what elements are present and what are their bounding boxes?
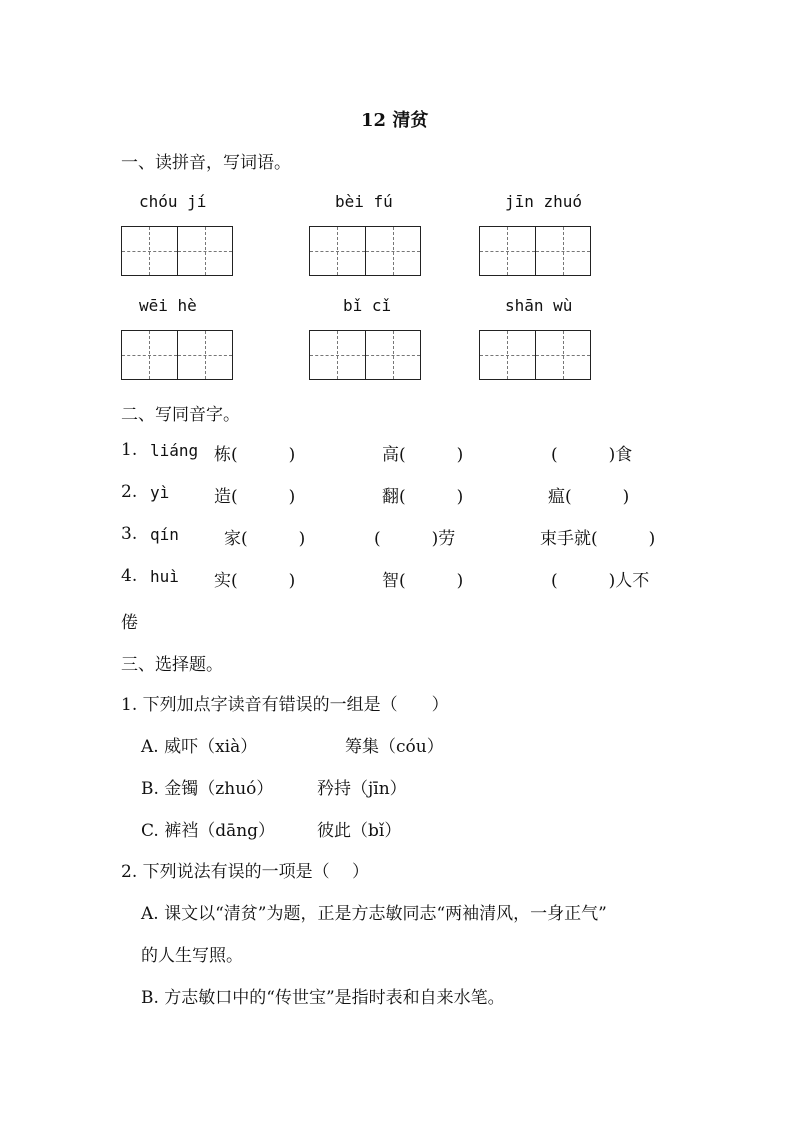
writing-grid-box[interactable]: [121, 226, 233, 276]
option-b-pair: 矜持（jīn）: [317, 779, 407, 799]
row-number: 4.: [121, 566, 138, 586]
homophone-blank[interactable]: 栋( ): [214, 445, 296, 465]
option-b[interactable]: B. 方志敏口中的“传世宝”是指时表和自来水笔。: [141, 988, 505, 1008]
pinyin-label: bèi fú: [335, 192, 393, 211]
wrapped-text: 倦: [121, 613, 138, 633]
row-number: 2.: [121, 482, 138, 502]
option-a-pair: 筹集（cóu）: [345, 737, 444, 757]
option-a-continued: 的人生写照。: [141, 946, 243, 966]
homophone-blank[interactable]: 造( ): [214, 487, 296, 507]
homophone-blank[interactable]: ( )食: [551, 445, 633, 465]
option-a[interactable]: A. 威吓（xià）: [141, 737, 258, 757]
row-pinyin: huì: [150, 567, 179, 586]
homophone-blank[interactable]: ( )劳: [374, 529, 456, 549]
pinyin-label: chóu jí: [139, 192, 207, 211]
pinyin-label: shān wù: [505, 296, 573, 315]
writing-cell[interactable]: [535, 227, 591, 275]
writing-cell[interactable]: [535, 331, 591, 379]
page-title: 12 清贫: [361, 110, 429, 131]
question-2-stem: 2. 下列说法有误的一项是（ ）: [121, 862, 370, 882]
homophone-blank[interactable]: 家( ): [224, 529, 306, 549]
question-1-stem: 1. 下列加点字读音有错误的一组是（ ）: [121, 695, 449, 715]
writing-grid-box[interactable]: [479, 330, 591, 380]
writing-cell[interactable]: [122, 227, 177, 275]
writing-cell[interactable]: [122, 331, 177, 379]
option-a[interactable]: A. 课文以“清贫”为题，正是方志敏同志“两袖清风，一身正气”: [141, 904, 607, 924]
writing-grid-box[interactable]: [121, 330, 233, 380]
writing-cell[interactable]: [310, 227, 365, 275]
writing-cell[interactable]: [310, 331, 365, 379]
pinyin-label: bǐ cǐ: [343, 296, 392, 315]
row-pinyin: liáng: [150, 441, 199, 460]
row-number: 1.: [121, 440, 138, 460]
option-c[interactable]: C. 裤裆（dāng）: [141, 821, 276, 841]
homophone-blank[interactable]: ( )人不: [551, 571, 650, 591]
writing-grid-box[interactable]: [309, 226, 421, 276]
writing-cell[interactable]: [365, 331, 421, 379]
homophone-blank[interactable]: 智( ): [382, 571, 464, 591]
row-number: 3.: [121, 524, 138, 544]
writing-grid-box[interactable]: [309, 330, 421, 380]
writing-cell[interactable]: [365, 227, 421, 275]
writing-cell[interactable]: [177, 331, 233, 379]
section1-heading: 一、读拼音，写词语。: [121, 153, 291, 173]
pinyin-label: wēi hè: [139, 296, 197, 315]
option-b[interactable]: B. 金镯（zhuó）: [141, 779, 274, 799]
section2-heading: 二、写同音字。: [121, 405, 240, 425]
homophone-blank[interactable]: 瘟( ): [548, 487, 630, 507]
homophone-blank[interactable]: 高( ): [382, 445, 464, 465]
section3-heading: 三、选择题。: [121, 655, 223, 675]
writing-cell[interactable]: [480, 331, 535, 379]
option-c-pair: 彼此（bǐ）: [317, 821, 402, 841]
writing-cell[interactable]: [177, 227, 233, 275]
homophone-blank[interactable]: 束手就( ): [540, 529, 656, 549]
row-pinyin: yì: [150, 483, 170, 502]
row-pinyin: qín: [150, 525, 179, 544]
homophone-blank[interactable]: 翻( ): [382, 487, 464, 507]
pinyin-label: jīn zhuó: [505, 192, 583, 211]
writing-grid-box[interactable]: [479, 226, 591, 276]
homophone-blank[interactable]: 实( ): [214, 571, 296, 591]
writing-cell[interactable]: [480, 227, 535, 275]
